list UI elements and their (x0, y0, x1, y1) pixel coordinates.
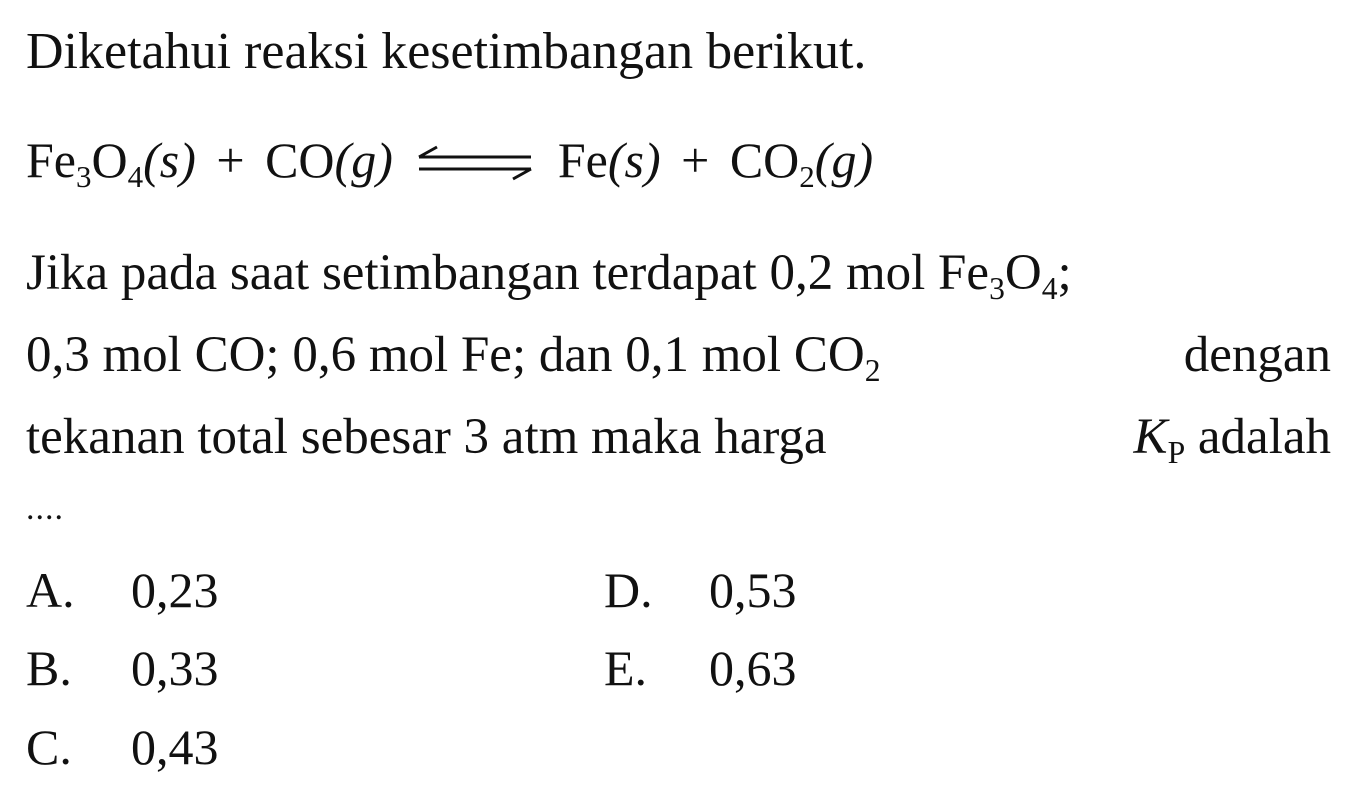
co2-sub-2: 2 (864, 353, 881, 389)
question-line-3-text: tekanan total sebesar 3 atm maka harga (26, 409, 827, 465)
option-e-letter: E. (604, 640, 648, 696)
reactant-co-state: (g) (334, 132, 393, 188)
product-fe (558, 132, 661, 188)
option-c[interactable] (26, 719, 219, 775)
option-e[interactable] (604, 640, 797, 696)
option-d-value: 0,53 (709, 562, 797, 618)
question-line-3-right (1133, 409, 1331, 471)
product-fe-state: (s) (607, 132, 661, 188)
option-b-letter: B. (26, 640, 72, 696)
question-line-3 (26, 409, 1331, 471)
product-fe-formula: Fe (557, 132, 608, 188)
question-line-2-end: dengan (1183, 327, 1331, 383)
product-co2-formula: CO (729, 132, 800, 188)
reaction-equation (26, 132, 874, 194)
question-line-1-text: Jika pada saat setimbangan terdapat 0,2 mol Fe (26, 245, 990, 301)
question-line-2-left (26, 327, 881, 389)
reactant-fe3o4-o: O (91, 132, 128, 188)
fe3o4-o: O (1004, 245, 1042, 301)
reactant-fe3o4-sub-4: 4 (127, 158, 144, 194)
reactant-fe3o4-state: (s) (143, 132, 196, 188)
intro-text: Diketahui reaksi kesetimbangan berikut. (26, 23, 867, 80)
reactant-co (265, 132, 393, 188)
reactant-fe3o4 (26, 132, 196, 194)
option-b-value: 0,33 (131, 640, 219, 696)
plus-sign: + (216, 132, 245, 188)
option-a-value: 0,23 (131, 562, 219, 618)
kp-symbol: K (1133, 409, 1168, 465)
semicolon: ; (1057, 245, 1072, 301)
product-co2 (729, 132, 874, 194)
option-e-value: 0,63 (709, 640, 797, 696)
reactant-fe3o4-sub-3: 3 (76, 158, 92, 194)
fe3o4-sub-3: 3 (989, 271, 1005, 307)
question-line-2 (26, 327, 1331, 389)
option-c-letter: C. (26, 719, 72, 775)
option-c-value: 0,43 (131, 719, 219, 775)
kp-sub: P (1167, 435, 1186, 471)
question-line-3-end: adalah (1197, 409, 1331, 465)
equilibrium-arrow-icon (415, 140, 535, 180)
blank-dots: .... (26, 490, 64, 527)
product-co2-state: (g) (814, 132, 874, 188)
reactant-fe3o4-fe: Fe (26, 132, 76, 188)
plus-sign: + (681, 132, 710, 188)
question-line-2-text: 0,3 mol CO; 0,6 mol Fe; dan 0,1 mol CO (26, 327, 865, 383)
fe3o4-sub-4: 4 (1041, 271, 1058, 307)
option-d-letter: D. (604, 562, 653, 618)
option-d[interactable] (604, 562, 797, 618)
option-b[interactable] (26, 640, 219, 696)
reactant-co-formula: CO (265, 132, 335, 188)
product-co2-sub-2: 2 (799, 158, 815, 194)
option-a-letter: A. (26, 562, 75, 618)
question-line-1 (26, 245, 1331, 307)
option-a[interactable] (26, 562, 219, 618)
